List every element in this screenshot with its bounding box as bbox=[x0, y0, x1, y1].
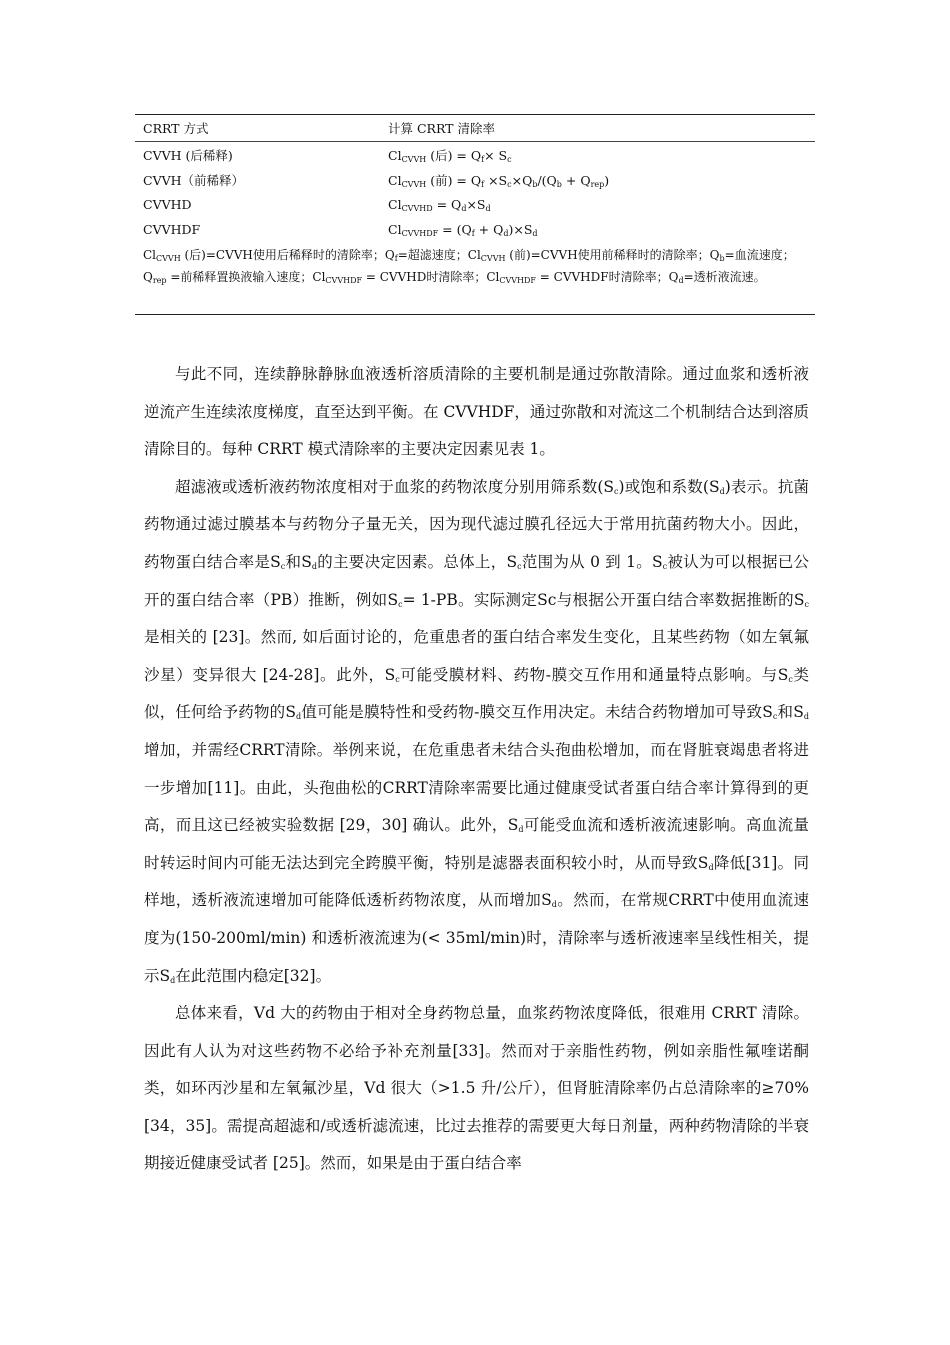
body-text bbox=[144, 356, 809, 1183]
header-mode: CRRT 方式 bbox=[143, 121, 209, 136]
paragraph-sieving-coefficient: 超滤液或透析液药物浓度相对于血浆的药物浓度分别用筛系数$(S_c)$或饱和系数$(S_d)$表示。抗菌药物通过滤过膜基本与药物分子量无关，因为现代滤过膜孔径远大于常用抗菌药物大小。因此，药物蛋白结合率是$S_c$和$S_d$的主要决定因素。总体上，$S_c$范围为从 0 到 1。$S_c$被认为可以根据已公开的蛋白结合率（PB）推断，例如$S_c= 1-PB$。实际测定Sc与根据公开蛋白结合率数据推断的$S_c$是相关的 [23]。然而, 如后面讨论的，危重患者的蛋白结合率发生变化，且某些药物（如左氧氟沙星）变异很大 [24-28]。此外，$S_c$可能受膜材料、药物-膜交互作用和通量特点影响。与$S_c$类似，任何给予药物的$S_d$值可能是膜特性和受药物-膜交互作用决定。未结合药物增加可导致$S_c$和$S_d$增加，并需经CRRT清除。举例来说，在危重患者未结合头孢曲松增加，而在肾脏衰竭患者将进一步增加[11]。由此，头孢曲松的CRRT清除率需要比通过健康受试者蛋白结合率计算得到的更高，而且这已经被实验数据 [29，30] 确认。此外，$S_d$可能受血流和透析液流速影响。高血流量时转运时间内可能无法达到完全跨膜平衡，特别是滤器表面积较小时，从而导致$S_d$降低[31]。同样地，透析液流速增加可能降低透析药物浓度，从而增加$S_d$。然而，在常规CRRT中使用血流速度为(150-200ml/min) 和透析液流速为(< 35ml/min)时，清除率与透析液速率呈线性相关，提示$S_d$在此范围内稳定[32]。 bbox=[144, 477, 809, 985]
paragraph-diffusion: 与此不同，连续静脉静脉血液透析溶质清除的主要机制是通过弥散清除。通过血浆和透析液逆流产生连续浓度梯度，直至达到平衡。在 CVVHDF，通过弥散和对流这二个机制结合达到溶质清除目的。每种 CRRT 模式清除率的主要决定因素见表 1。 bbox=[144, 365, 809, 459]
formula-cell: $Cl_{CVVHD} = Q_d\times S_d$ bbox=[388, 197, 491, 213]
table-bottom-rule bbox=[135, 314, 815, 315]
mode-cell: CVVHDF bbox=[143, 222, 201, 237]
table-row bbox=[135, 142, 815, 167]
formula-cell: $Cl_{CVVH}$ (前) = $Q_f \times S_c\times Q_b/(Q_b + Q_{rep})$ bbox=[388, 172, 610, 189]
mode-cell: CVVH (后稀释) bbox=[143, 147, 233, 163]
mode-cell: CVVH（前稀释） bbox=[143, 172, 245, 188]
table-row bbox=[135, 167, 815, 192]
table-header-row bbox=[135, 115, 815, 141]
header-formula: 计算 CRRT 清除率 bbox=[388, 121, 495, 136]
table-row bbox=[135, 217, 815, 242]
formula-cell: $Cl_{CVVH}$ (后) = $Q_f\times S_c$ bbox=[388, 147, 512, 164]
paragraph-volume-distribution: 总体来看，Vd 大的药物由于相对全身药物总量，血浆药物浓度降低，很难用 CRRT 清除。因此有人认为对这些药物不必给予补充剂量[33]。然而对于亲脂性药物，例如亲脂性氟喹诺酮类，如环丙沙星和左氧氟沙星，Vd 很大（>1.5 升/公斤），但肾脏清除率仍占总清除率的≥70% [34，35]。需提高超滤和/或透析滤流速，比过去推荐的需要更大每日剂量，两种药物清除的半衰期接近健康受试者 [25]。然而，如果是由于蛋白结合率 bbox=[144, 1004, 809, 1173]
mode-cell: CVVHD bbox=[143, 197, 192, 212]
clearance-table bbox=[135, 114, 815, 315]
table-footnote: $Cl_{CVVH}$ (后)=CVVH使用后稀释时的清除率；$Q_f=$超滤速度；$Cl_{CVVH}$ (前)=CVVH使用前稀释时的清除率；$Q_b=$血流速度；$Q_{rep}$ =前稀释置换液输入速度；$Cl_{CVVHDF}$ = CVVHD时清除率；$Cl_{CVVHDF}$ = CVVHDF时清除率；$Q_d=$透析液流速。 bbox=[143, 248, 795, 285]
table-row bbox=[135, 192, 815, 217]
formula-cell: $Cl_{CVVHDF} = (Q_f + Q_d)\times S_d$ bbox=[388, 222, 538, 238]
